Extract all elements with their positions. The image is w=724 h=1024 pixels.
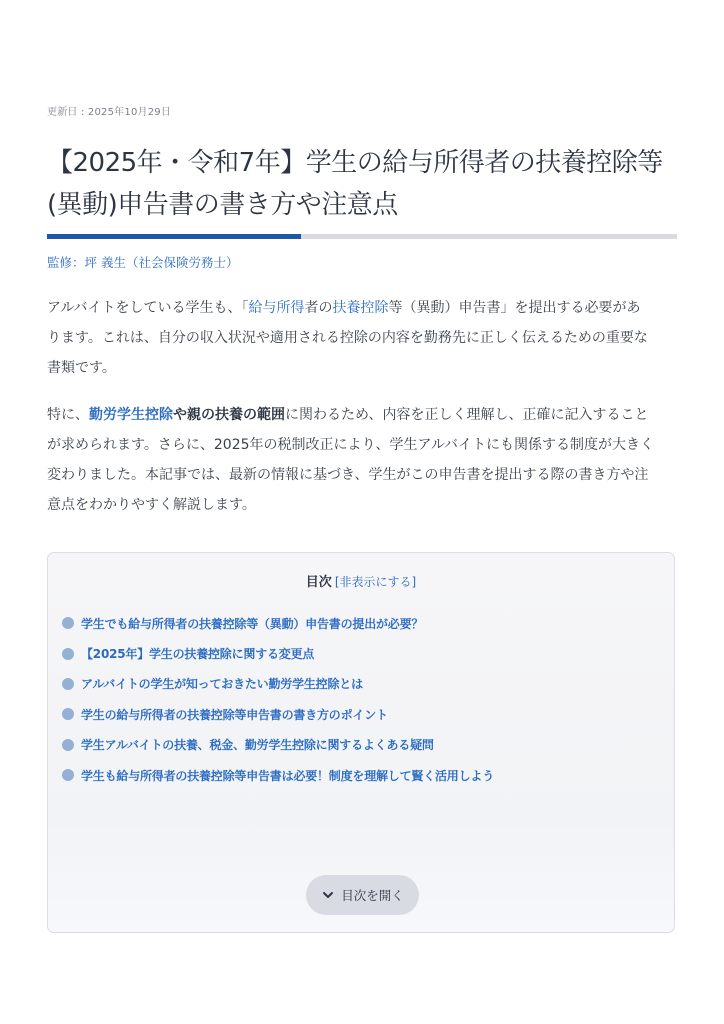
paragraph-line: が求められます。さらに、2025年の税制改正により、学生アルバイトにも関係する制度が大きく [47,437,654,453]
bullet-icon [62,769,74,781]
chevron-down-icon [321,888,335,902]
toc-link[interactable]: 学生も給与所得者の扶養控除等申告書は必要！制度を理解して賢く活用しよう [81,768,495,783]
link-kinro-gakusei-kojo[interactable]: 勤労学生控除 [89,407,173,423]
link-kyuyo-shotoku[interactable]: 給与所得 [248,300,305,316]
bullet-icon [62,708,74,720]
toc-list [62,608,494,790]
toc-link[interactable]: 学生でも給与所得者の扶養控除等（異動）申告書の提出が必要？ [81,616,424,631]
emphasis-text: や親の扶養の範囲 [173,407,285,423]
toc-open-label: 目次を開く [341,888,404,903]
text: 特に、 [47,407,89,423]
paragraph-line: ります。これは、自分の収入状況や適用される控除の内容を勤務先に正しく伝えるための重要な [47,330,648,346]
table-of-contents [47,552,675,933]
toc-item[interactable] [62,760,494,790]
link-fuyo-kojo[interactable]: 扶養控除 [332,300,389,316]
bullet-icon [62,648,74,660]
toc-title: 目次 [305,575,332,590]
page-title-line1: 【2025年・令和7年】学生の給与所得者の扶養控除等 [47,148,663,178]
bullet-icon [62,678,74,690]
toc-item[interactable] [62,669,494,699]
supervisor-credit[interactable]: 監修：坪 義生（社会保険労務士） [47,255,239,270]
title-underline [47,234,677,239]
toc-open-button[interactable] [306,875,419,915]
toc-header [48,573,674,592]
paragraph-line [47,400,677,430]
toc-item[interactable] [62,730,494,760]
updated-date: 更新日 : 2025年10月29日 [47,107,172,118]
paragraph-line: 変わりました。本記事では、最新の情報に基づき、学生がこの申告書を提出する際の書き方や注 [47,467,649,483]
toc-link[interactable]: 【2025年】学生の扶養控除に関する変更点 [81,647,315,662]
text: アルバイトをしている学生も、「 [47,300,249,316]
bullet-icon [62,739,74,751]
toc-link[interactable]: アルバイトの学生が知っておきたい勤労学生控除とは [81,677,363,692]
paragraph-line: 意点をわかりやすく解説します。 [47,497,256,513]
intro-paragraph-1 [47,293,677,383]
bullet-icon [62,617,74,629]
paragraph-line: 書類です。 [47,360,116,376]
toc-hide-toggle[interactable]: [非表示にする] [334,575,417,589]
toc-item[interactable] [62,638,494,668]
toc-link[interactable]: 学生アルバイトの扶養、税金、勤労学生控除に関するよくある疑問 [81,738,434,753]
toc-item[interactable] [62,608,494,638]
intro-paragraph-2 [47,400,677,520]
page-title [47,142,677,226]
text: 者の [304,300,333,316]
title-underline-accent [47,234,301,239]
toc-link[interactable]: 学生の給与所得者の扶養控除等申告書の書き方のポイント [81,707,388,722]
paragraph-line [47,293,677,323]
text: に関わるため、内容を正しく理解し、正確に記入すること [285,407,649,423]
toc-item[interactable] [62,699,494,729]
page-title-line2: (異動)申告書の書き方や注意点 [47,190,398,220]
text: 等（異動）申告書」を提出する必要があ [388,300,641,316]
